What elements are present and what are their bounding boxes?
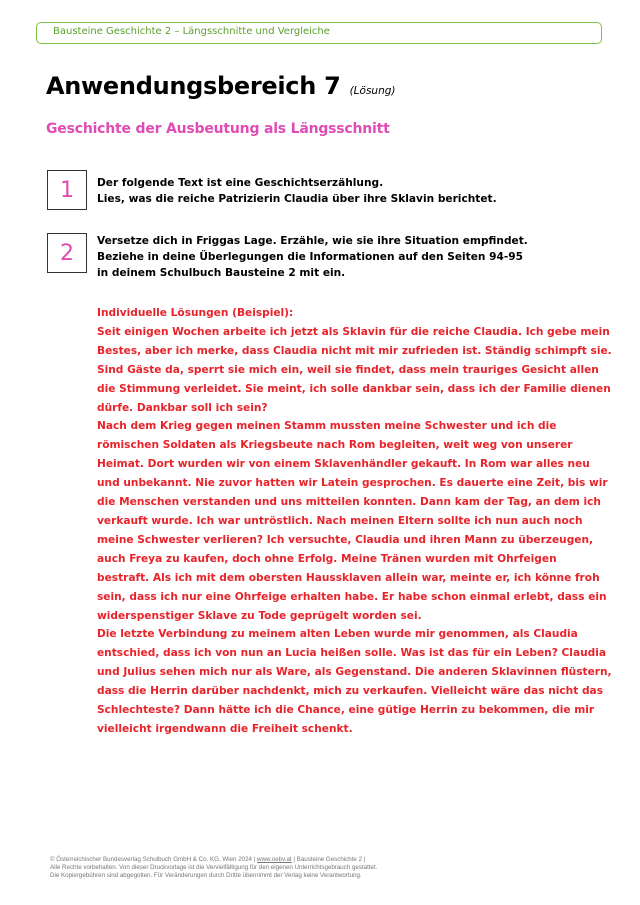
answer-line: Schlechteste? Dann hätte ich die Chance, eine gütige Herrin zu bekommen, die mir — [97, 704, 595, 717]
answer-line: Seit einigen Wochen arbeite ich jetzt als Sklavin für die reiche Claudia. Ich gebe mein — [97, 325, 610, 338]
answer-line: Die letzte Verbindung zu meinem alten Leben wurde mir genommen, als Claudia — [97, 628, 578, 641]
footer-line-1 — [50, 856, 377, 864]
task-number-2: 2 — [47, 233, 87, 273]
footer — [50, 856, 377, 880]
answer-line: widerspenstiger Sklave zu Tode geprügelt worden sei. — [97, 609, 422, 622]
answer-line: dass die Herrin darüber nachdenkt, mich zu verkaufen. Vielleicht wäre das nicht das — [97, 685, 604, 698]
task-1-line: Lies, was die reiche Patrizierin Claudia über ihre Sklavin berichtet. — [97, 193, 497, 205]
answer-text — [97, 304, 612, 739]
answer-line: Sind Gäste da, sperrt sie mich ein, weil sie findet, dass mein trauriges Gesicht allen — [97, 363, 599, 376]
answer-line: vielleicht irgendwann die Freiheit schenkt. — [97, 722, 353, 735]
subtitle: Geschichte der Ausbeutung als Längsschnitt — [46, 121, 390, 137]
answer-line: Individuelle Lösungen (Beispiel): — [97, 307, 294, 319]
answer-line: Heimat. Dort wurden wir von einem Sklavenhändler gekauft. In Rom war alles neu — [97, 458, 590, 471]
task-2-text — [97, 233, 528, 281]
answer-line: dürfe. Dankbar soll ich sein? — [97, 401, 268, 414]
answer-line: und Julius sehen mich nur als Ware, als Gegenstand. Die anderen Sklavinnen flüstern, — [97, 666, 612, 679]
footer-line-2: Alle Rechte vorbehalten. Von dieser Druckvorlage ist die Vervielfältigung für den eigenen Unterrichtsgebrauch gestattet. — [50, 864, 378, 871]
task-2-line: Versetze dich in Friggas Lage. Erzähle, wie sie ihre Situation empfindet. — [97, 235, 528, 247]
title-main: Anwendungsbereich 7 — [46, 72, 341, 100]
page-title — [46, 72, 396, 100]
answer-line: die Stimmung verleidet. Sie meint, ich solle dankbar sein, dass ich der Familie dienen — [97, 382, 611, 395]
header-text: Bausteine Geschichte 2 – Längsschnitte und Vergleiche — [53, 26, 330, 37]
publisher-link[interactable]: www.oebv.at — [257, 856, 292, 863]
header-box — [36, 22, 602, 44]
task-2-line: in deinem Schulbuch Bausteine 2 mit ein. — [97, 267, 346, 279]
task-1-text — [97, 175, 497, 207]
answer-line: Bestes, aber ich merke, dass Claudia nicht mit mir zufrieden ist. Ständig schimpft sie. — [97, 344, 612, 357]
answer-line: auch Freya zu kaufen, doch ohne Erfolg. Meine Tränen wurden mit Ohrfeigen — [97, 552, 557, 565]
answer-line: verkauft wurde. Ich war untröstlich. Nach meinen Eltern sollte ich nun auch noch — [97, 514, 583, 527]
title-sub: (Lösung) — [349, 85, 396, 97]
task-1-line: Der folgende Text ist eine Geschichtserzählung. — [97, 177, 384, 189]
task-2-line: Beziehe in deine Überlegungen die Informationen auf den Seiten 94-95 — [97, 251, 524, 263]
answer-line: sein, dass ich nur eine Ohrfeige erhalten habe. Er habe schon einmal erlebt, dass ein — [97, 590, 607, 603]
footer-line-3: Die Kopiergebühren sind abgegolten. Für Veränderungen durch Dritte übernimmt der Verlag keine Verantwortung. — [50, 872, 362, 879]
answer-line: und unbekannt. Nie zuvor hatten wir Latein gesprochen. Es dauerte eine Zeit, bis wir — [97, 477, 608, 490]
answer-line: Nach dem Krieg gegen meinen Stamm mussten meine Schwester und ich die — [97, 420, 557, 433]
answer-line: entschied, dass ich von nun an Lucia heißen solle. Was ist das für ein Leben? Claudia — [97, 647, 606, 660]
answer-line: römischen Soldaten als Kriegsbeute nach Rom begleiten, weit weg von unserer — [97, 439, 573, 452]
answer-line: bestraft. Als ich mit dem obersten Haussklaven allein war, meinte er, ich könne froh — [97, 571, 600, 584]
task-number-1: 1 — [47, 170, 87, 210]
answer-line: meine Schwester verlieren? Ich versuchte, Claudia und ihren Mann zu überzeugen, — [97, 533, 594, 546]
footer-copyright: © Österreichischer Bundesverlag Schulbuch GmbH & Co. KG, Wien 2024 | — [50, 856, 258, 863]
answer-line: die Menschen verstanden und uns mitteilen konnten. Dann kam der Tag, an dem ich — [97, 496, 601, 509]
footer-book: | Bausteine Geschichte 2 | — [291, 856, 366, 863]
